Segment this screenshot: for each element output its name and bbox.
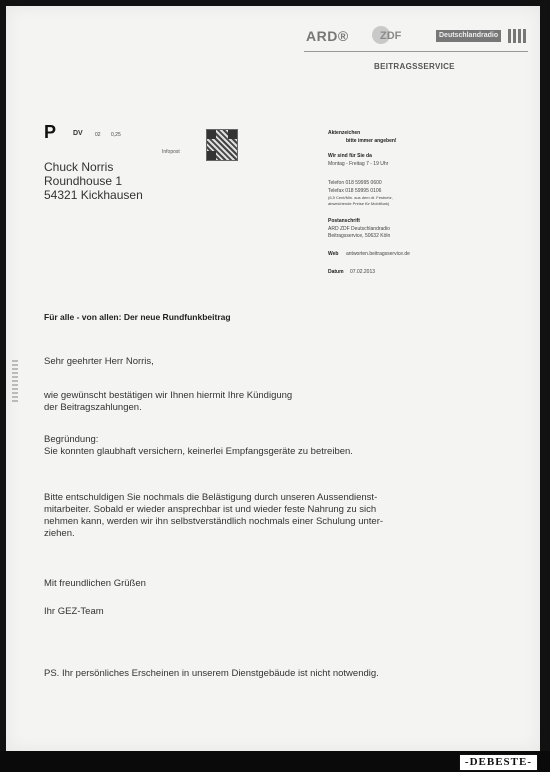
reason-text: Sie konnten glaubhaft versichern, keinerlei Empfangsgeräte zu betreiben. [44,446,353,457]
contact-tariff-2: abweichende Preise für Mobilfunk) [328,201,390,206]
letter-page [6,6,540,751]
aktenzeichen-label: Aktenzeichen [328,130,361,136]
salutation: Sehr geehrter Herr Norris, [44,356,154,367]
letter-subject: Für alle - von allen: Der neue Rundfunkbeitrag [44,312,231,322]
ard-logo: ARD® [306,28,349,44]
beitragsservice-label: BEITRAGSSERVICE [374,62,455,71]
contact-fax: Telefax 018 59995 0106 [328,188,382,194]
contact-hours: Montag - Freitag 7 - 19 Uhr [328,161,389,167]
recipient-street: Roundhouse 1 [44,174,123,188]
aktenzeichen-note: bitte immer angeben! [346,138,397,144]
contact-tariff-1: (6,5 Cent/Min. aus dem dt. Festnetz, [328,195,393,200]
paragraph-2-line-3: nehmen kann, werden wir ihn selbstverständlich nochmals einer Schulung unter- [44,516,384,527]
signature: Ihr GEZ-Team [44,606,104,617]
paragraph-1-line-1: wie gewünscht bestätigen wir Ihnen hiermit Ihre Kündigung [44,390,293,401]
contact-heading: Wir sind für Sie da [328,153,372,159]
reason-label: Begründung: [44,434,99,445]
postal-heading: Postanschrift [328,218,360,224]
postscript: PS. Ihr persönliches Erscheinen in unserem Dienstgebäude ist nicht notwendig. [44,668,379,679]
closing: Mit freundlichen Grüßen [44,578,146,589]
paragraph-2-line-4: ziehen. [44,528,75,539]
header-divider [304,51,528,52]
postage-dv: DV [73,130,83,137]
date-label: Datum [328,269,344,275]
postal-line-2: Beitragsservice, 50632 Köln [328,233,391,239]
contact-phone: Telefon 018 59995 0600 [328,180,382,186]
paragraph-2-line-2: mitarbeiter. Sobald er wieder ansprechbar ist und wieder feste Nahrung zu sich [44,504,377,515]
paragraph-1-line-2: der Beitragszahlungen. [44,402,142,413]
recipient-name: Chuck Norris [44,160,114,174]
deutschlandradio-bars-icon [508,29,526,43]
web-label: Web [328,251,339,257]
postage-amount: 0,25 [111,132,121,138]
postage-number: 02 [95,132,101,138]
fold-mark [12,360,18,402]
watermark-badge: -DEBESTE- [459,754,538,771]
recipient-city: 54321 Kickhausen [44,188,143,202]
deutschlandradio-logo: Deutschlandradio [436,30,501,42]
web-address: antworten.beitragsservice.de [346,251,410,257]
paragraph-2-line-1: Bitte entschuldigen Sie nochmals die Belästigung durch unseren Aussendienst- [44,492,378,503]
infopost-label: Infopost [162,149,180,155]
postal-line-1: ARD ZDF Deutschlandradio [328,226,390,232]
zdf-logo: ZDF [380,30,402,42]
date-value: 07.02.2013 [350,269,376,275]
qr-code-icon [206,129,238,161]
postage-p: P [44,122,57,142]
